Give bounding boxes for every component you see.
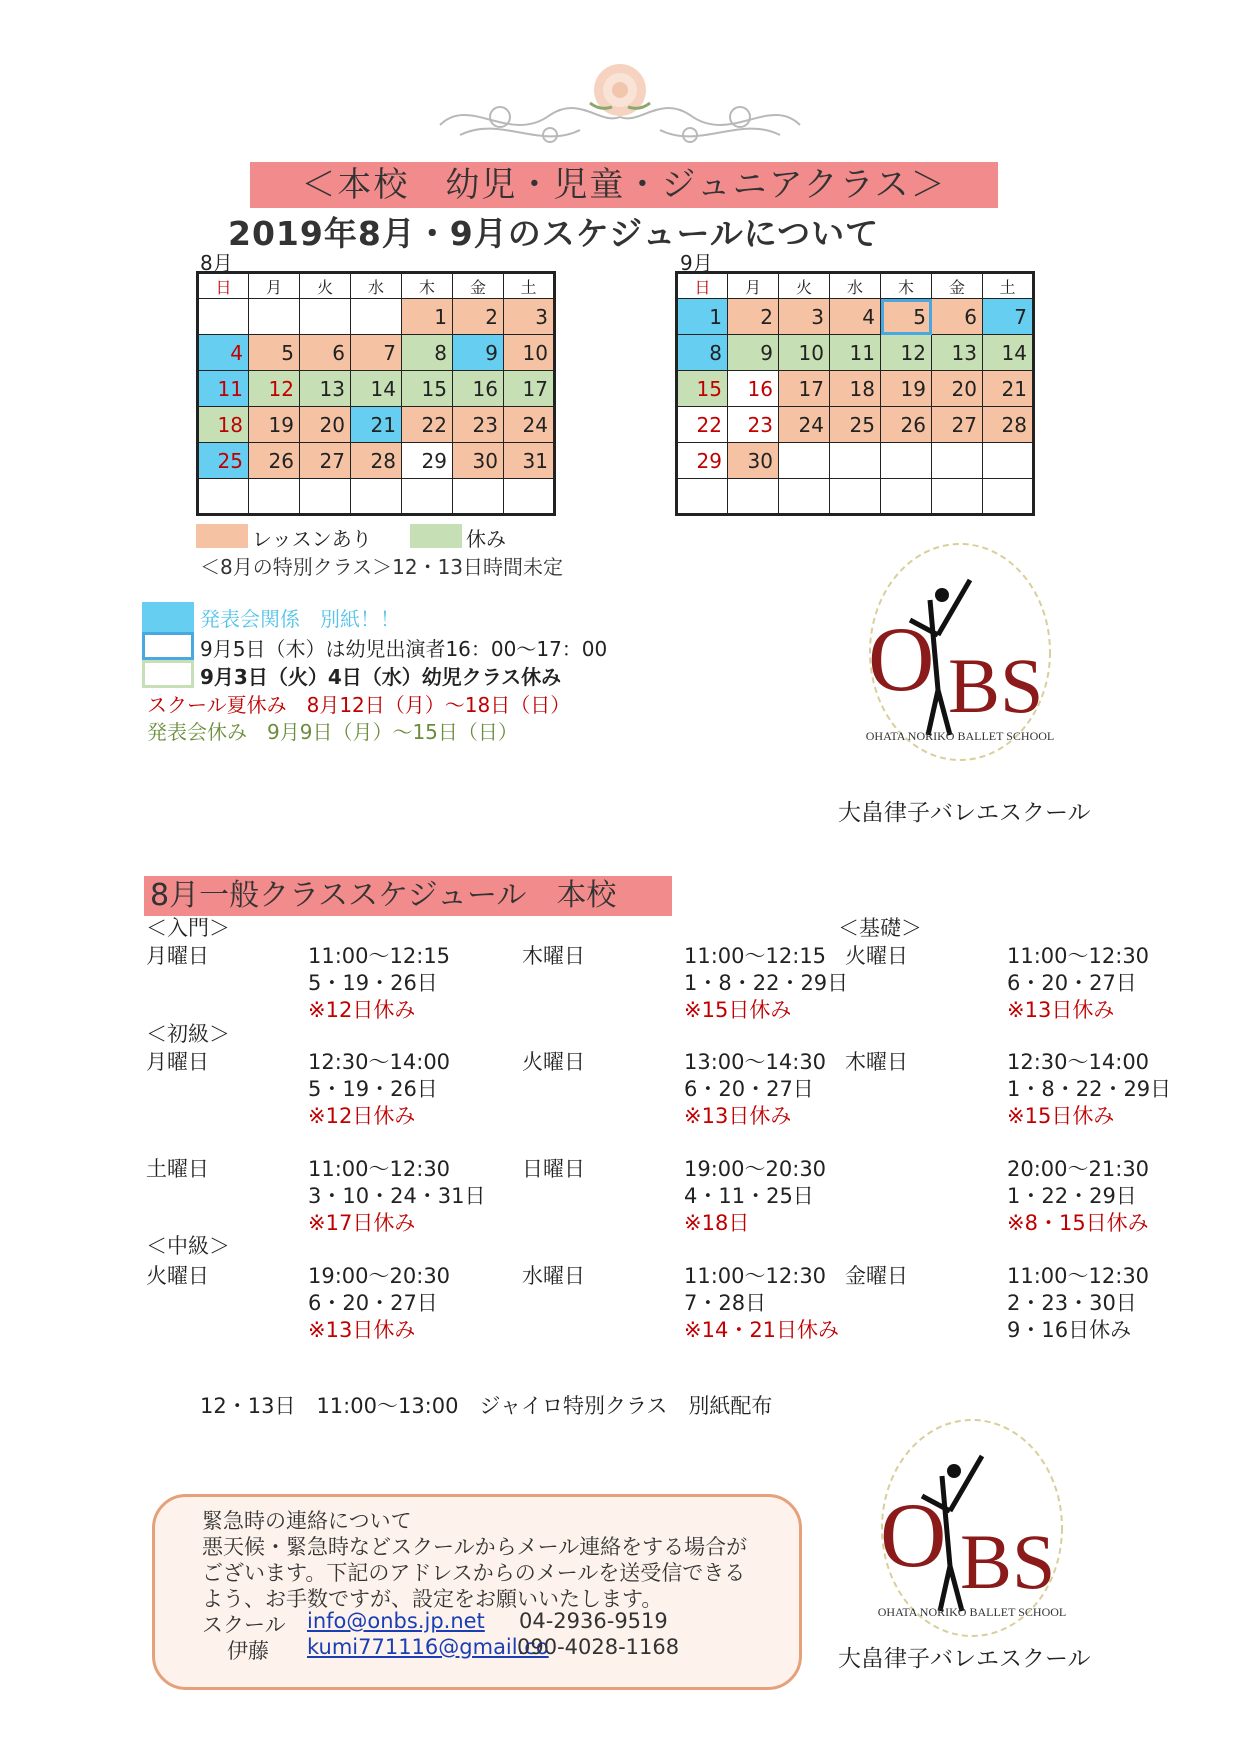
rose-ornament	[430, 55, 810, 155]
calendar-day	[932, 479, 983, 515]
page-title: ＜本校 幼児・児童・ジュニアクラス＞	[250, 162, 998, 208]
event-legend: 発表会関係 別紙！！	[200, 607, 400, 631]
calendar-week	[677, 335, 1034, 371]
class-day: 火曜日	[146, 1264, 209, 1288]
class-dates: 6・20・27日	[1007, 971, 1137, 995]
weekday-header: 木	[402, 273, 453, 299]
weekday-header: 木	[881, 273, 932, 299]
school-name: 大畠律子バレエスクール	[838, 800, 1091, 826]
calendar-day	[830, 443, 881, 479]
calendar-day: 8	[677, 335, 728, 371]
event-swatch	[142, 602, 194, 632]
logo-subtitle-bottom: OHATA NORIKO BALLET SCHOOL	[877, 1605, 1067, 1619]
calendar-day: 25	[198, 443, 249, 479]
class-note: 9・16日休み	[1007, 1318, 1132, 1342]
calendar-day: 3	[779, 299, 830, 335]
calendar-day: 7	[351, 335, 402, 371]
class-time: 13:00～14:30	[684, 1050, 827, 1074]
calendar-day: 21	[351, 407, 402, 443]
class-note: ※15日休み	[1007, 1104, 1115, 1128]
summer-break-note: スクール夏休み 8月12日（月）～18日（日）	[147, 693, 571, 717]
class-dates: 6・20・27日	[684, 1077, 814, 1101]
calendar-day: 14	[351, 371, 402, 407]
level-shokyu: ＜初級＞	[146, 1022, 230, 1046]
sep34-swatch	[142, 660, 194, 688]
class-note: ※15日休み	[684, 998, 792, 1022]
calendar-week	[677, 443, 1034, 479]
august-calendar	[196, 271, 556, 516]
calendar-day	[249, 299, 300, 335]
calendar-week	[198, 443, 555, 479]
class-dates: 5・19・26日	[308, 971, 438, 995]
calendar-day	[198, 299, 249, 335]
calendar-day: 15	[677, 371, 728, 407]
calendar-day: 27	[932, 407, 983, 443]
calendar-day: 8	[402, 335, 453, 371]
calendar-day	[198, 479, 249, 515]
class-note: ※13日休み	[308, 1318, 416, 1342]
calendar-day: 15	[402, 371, 453, 407]
svg-text:BS: BS	[948, 642, 1044, 729]
class-day: 木曜日	[845, 1050, 908, 1074]
class-dates: 6・20・27日	[308, 1291, 438, 1315]
class-time: 12:30～14:00	[1007, 1050, 1150, 1074]
calendar-day: 16	[728, 371, 779, 407]
sep34-note: 9月3日（火）4日（水）幼児クラス休み	[200, 665, 562, 689]
level-kiso: ＜基礎＞	[838, 916, 922, 940]
calendar-day: 25	[830, 407, 881, 443]
class-time: 11:00～12:30	[1007, 1264, 1150, 1288]
class-dates: 4・11・25日	[684, 1184, 814, 1208]
school-name-bottom: 大畠律子バレエスクール	[838, 1646, 1091, 1672]
calendar-day: 26	[881, 407, 932, 443]
calendar-day: 2	[728, 299, 779, 335]
sep5-swatch	[142, 632, 194, 660]
calendar-day	[728, 479, 779, 515]
calendar-day: 6	[300, 335, 351, 371]
svg-text:O: O	[880, 1484, 947, 1586]
class-time: 11:00～12:15	[684, 944, 827, 968]
calendar-day: 23	[453, 407, 504, 443]
calendar-day: 1	[402, 299, 453, 335]
calendar-day: 2	[453, 299, 504, 335]
class-time: 19:00～20:30	[684, 1157, 827, 1181]
calendar-day	[504, 479, 555, 515]
svg-text:BS: BS	[960, 1518, 1056, 1605]
weekday-header: 金	[453, 273, 504, 299]
calendar-day: 10	[779, 335, 830, 371]
level-chukyu: ＜中級＞	[146, 1234, 230, 1258]
weekday-header: 金	[932, 273, 983, 299]
calendar-day: 19	[249, 407, 300, 443]
class-dates: 2・23・30日	[1007, 1291, 1137, 1315]
class-note: ※17日休み	[308, 1211, 416, 1235]
class-dates: 1・8・22・29日	[684, 971, 849, 995]
class-note: ※12日休み	[308, 998, 416, 1022]
page-subtitle: 2019年8月・9月のスケジュールについて	[228, 214, 880, 253]
class-time: 19:00～20:30	[308, 1264, 451, 1288]
aug-label: 8月	[200, 251, 233, 275]
weekday-header: 日	[677, 273, 728, 299]
calendar-day: 18	[198, 407, 249, 443]
calendar-day: 14	[983, 335, 1034, 371]
class-note: ※8・15日休み	[1007, 1211, 1149, 1235]
calendar-day	[351, 479, 402, 515]
class-day: 水曜日	[522, 1264, 585, 1288]
calendar-day: 30	[453, 443, 504, 479]
calendar-day: 23	[728, 407, 779, 443]
school-contact-label: スクール	[202, 1613, 286, 1637]
calendar-day: 20	[300, 407, 351, 443]
calendar-day: 24	[779, 407, 830, 443]
calendar-day: 13	[300, 371, 351, 407]
contact-heading: 緊急時の連絡について	[202, 1509, 412, 1533]
calendar-day: 3	[504, 299, 555, 335]
off-legend: 休み	[466, 527, 506, 551]
calendar-day: 1	[677, 299, 728, 335]
class-dates: 3・10・24・31日	[308, 1184, 486, 1208]
calendar-day: 22	[402, 407, 453, 443]
class-day: 土曜日	[146, 1157, 209, 1181]
ito-email-link[interactable]: kumi771116@gmail.co	[307, 1635, 549, 1659]
calendar-day: 19	[881, 371, 932, 407]
calendar-week	[677, 299, 1034, 335]
lesson-legend: レッスンあり	[252, 527, 372, 551]
calendar-day: 20	[932, 371, 983, 407]
class-note: ※13日休み	[684, 1104, 792, 1128]
class-time: 11:00～12:15	[308, 944, 451, 968]
calendar-day	[983, 443, 1034, 479]
class-time: 11:00～12:30	[684, 1264, 827, 1288]
class-day: 月曜日	[146, 1050, 209, 1074]
sep5-note: 9月5日（木）は幼児出演者16：00～17：00	[200, 637, 608, 661]
calendar-week	[198, 479, 555, 515]
class-dates: 7・28日	[684, 1291, 767, 1315]
school-logo	[850, 540, 1070, 772]
calendar-day	[983, 479, 1034, 515]
contact-line-4: よう、お手数ですが、設定をお願いいたします。	[202, 1587, 663, 1611]
calendar-day: 30	[728, 443, 779, 479]
calendar-day: 22	[677, 407, 728, 443]
school-logo-bottom	[862, 1416, 1082, 1648]
logo-subtitle: OHATA NORIKO BALLET SCHOOL	[865, 729, 1055, 743]
contact-line-2: 悪天候・緊急時などスクールからメール連絡をする場合が	[202, 1535, 748, 1559]
calendar-day: 28	[983, 407, 1034, 443]
sep-label: 9月	[680, 251, 713, 275]
school-email-link[interactable]: info@onbs.jp.net	[307, 1609, 485, 1633]
calendar-week	[198, 335, 555, 371]
calendar-day: 4	[830, 299, 881, 335]
class-note: ※18日	[684, 1211, 750, 1235]
calendar-day	[249, 479, 300, 515]
calendar-day: 18	[830, 371, 881, 407]
calendar-day	[779, 479, 830, 515]
class-time: 11:00～12:30	[1007, 944, 1150, 968]
calendar-day: 21	[983, 371, 1034, 407]
calendar-week	[198, 407, 555, 443]
calendar-day	[779, 443, 830, 479]
calendar-day: 27	[300, 443, 351, 479]
general-schedule-title: 8月一般クラススケジュール 本校	[144, 876, 672, 916]
calendar-day: 5	[249, 335, 300, 371]
class-time: 11:00～12:30	[308, 1157, 451, 1181]
class-note: ※13日休み	[1007, 998, 1115, 1022]
calendar-week	[677, 371, 1034, 407]
ito-tel: 090-4028-1168	[517, 1635, 680, 1659]
weekday-header: 月	[249, 273, 300, 299]
calendar-day	[677, 479, 728, 515]
class-note: ※12日休み	[308, 1104, 416, 1128]
calendar-day: 31	[504, 443, 555, 479]
calendar-week	[677, 479, 1034, 515]
class-day: 月曜日	[146, 944, 209, 968]
class-day: 火曜日	[522, 1050, 585, 1074]
calendar-day: 9	[453, 335, 504, 371]
class-dates: 1・22・29日	[1007, 1184, 1137, 1208]
calendar-day: 11	[198, 371, 249, 407]
recital-break-note: 発表会休み 9月9日（月）～15日（日）	[147, 720, 518, 744]
level-nyumon: ＜入門＞	[146, 916, 230, 940]
calendar-day	[300, 479, 351, 515]
ito-contact-label: 伊藤	[227, 1639, 269, 1663]
calendar-day: 17	[504, 371, 555, 407]
september-calendar	[675, 271, 1035, 516]
class-dates: 1・8・22・29日	[1007, 1077, 1172, 1101]
weekday-header: 水	[351, 273, 402, 299]
weekday-header: 水	[830, 273, 881, 299]
weekday-header: 火	[779, 273, 830, 299]
contact-box	[152, 1494, 802, 1690]
class-note: ※14・21日休み	[684, 1318, 840, 1342]
class-day: 火曜日	[845, 944, 908, 968]
weekday-header: 月	[728, 273, 779, 299]
calendar-day: 4	[198, 335, 249, 371]
calendar-day	[830, 479, 881, 515]
calendar-day: 13	[932, 335, 983, 371]
class-time: 12:30～14:00	[308, 1050, 451, 1074]
calendar-day: 17	[779, 371, 830, 407]
calendar-day	[402, 479, 453, 515]
calendar-day	[351, 299, 402, 335]
calendar-day	[932, 443, 983, 479]
calendar-week	[198, 299, 555, 335]
calendar-day: 12	[881, 335, 932, 371]
calendar-day: 6	[932, 299, 983, 335]
calendar-day	[881, 479, 932, 515]
calendar-day: 28	[351, 443, 402, 479]
calendar-day: 9	[728, 335, 779, 371]
calendar-day: 26	[249, 443, 300, 479]
weekday-header: 日	[198, 273, 249, 299]
calendar-day	[881, 443, 932, 479]
calendar-day	[300, 299, 351, 335]
contact-line-3: ございます。下記のアドレスからのメールを送受信できる	[202, 1561, 746, 1585]
lesson-swatch	[196, 524, 248, 548]
special-class-note: ＜8月の特別クラス＞12・13日時間未定	[200, 555, 564, 579]
class-day: 金曜日	[845, 1264, 908, 1288]
calendar-day: 12	[249, 371, 300, 407]
svg-text:O: O	[868, 608, 935, 710]
weekday-header: 火	[300, 273, 351, 299]
calendar-day: 24	[504, 407, 555, 443]
calendar-day: 29	[677, 443, 728, 479]
calendar-week	[198, 371, 555, 407]
calendar-day	[453, 479, 504, 515]
class-day: 木曜日	[522, 944, 585, 968]
calendar-day: 7	[983, 299, 1034, 335]
calendar-day: 16	[453, 371, 504, 407]
class-dates: 5・19・26日	[308, 1077, 438, 1101]
off-swatch	[410, 524, 462, 548]
class-day: 日曜日	[522, 1157, 585, 1181]
calendar-day: 29	[402, 443, 453, 479]
weekday-header: 土	[983, 273, 1034, 299]
calendar-day: 10	[504, 335, 555, 371]
school-tel: 04-2936-9519	[519, 1609, 668, 1633]
calendar-day: 11	[830, 335, 881, 371]
gyro-class-note: 12・13日 11:00～13:00 ジャイロ特別クラス 別紙配布	[200, 1394, 773, 1418]
class-time: 20:00～21:30	[1007, 1157, 1150, 1181]
calendar-week	[677, 407, 1034, 443]
weekday-header: 土	[504, 273, 555, 299]
calendar-day: 5	[881, 299, 932, 335]
